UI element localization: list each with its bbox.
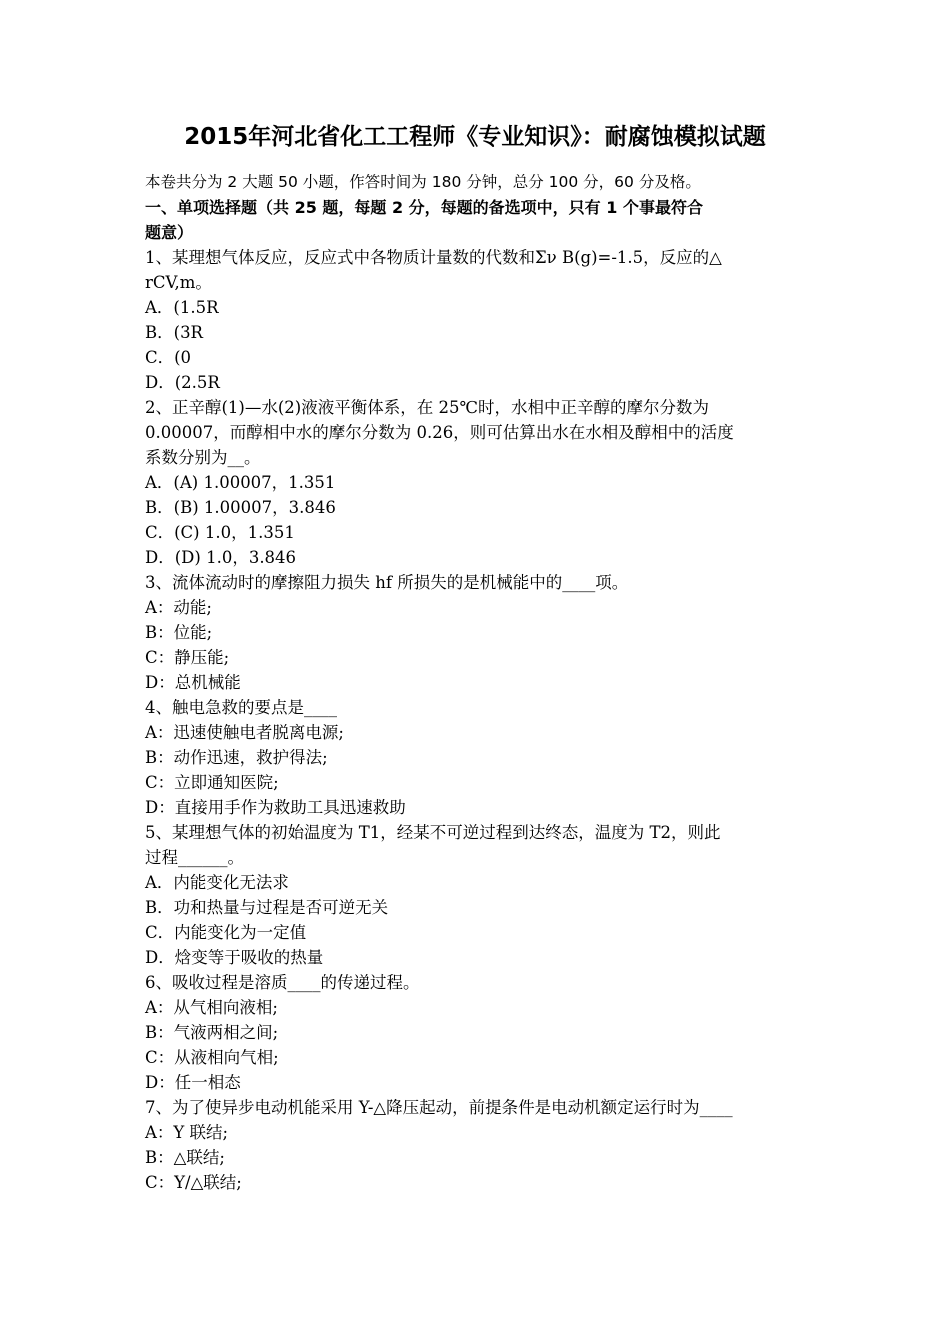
question-5-option-c: C．内能变化为一定值 [145, 923, 307, 942]
document-title: 2015年河北省化工工程师《专业知识》：耐腐蚀模拟试题 [184, 124, 766, 150]
question-6-option-b: B：气液两相之间; [145, 1023, 279, 1042]
section-heading: 一、单项选择题（共 25 题，每题 2 分，每题的备选项中，只有 1 个事最符合 [145, 198, 703, 217]
question-5-stem: 5、某理想气体的初始温度为 T1，经某不可逆过程到达终态，温度为 T2，则此 [145, 823, 721, 842]
question-5-stem-cont: 过程______。 [145, 848, 244, 867]
question-3-option-b: B：位能; [145, 623, 213, 642]
question-6-option-c: C：从液相向气相; [145, 1048, 279, 1067]
question-3-option-d: D：总机械能 [145, 673, 241, 692]
question-1-option-b: B．(3R [145, 323, 203, 342]
question-6-stem: 6、吸收过程是溶质____的传递过程。 [145, 973, 420, 992]
question-5-option-a: A．内能变化无法求 [145, 873, 289, 892]
question-2-option-b: B．(B) 1.00007，3.846 [145, 498, 336, 517]
question-2-stem-cont: 0.00007，而醇相中水的摩尔分数为 0.26，则可估算出水在水相及醇相中的活度 [145, 423, 734, 442]
exam-intro: 本卷共分为 2 大题 50 小题，作答时间为 180 分钟，总分 100 分，60 分及格。 [145, 173, 701, 191]
question-5-option-b: B．功和热量与过程是否可逆无关 [145, 898, 389, 917]
question-3-option-a: A：动能; [145, 598, 212, 617]
question-4-option-d: D：直接用手作为救助工具迅速救助 [145, 798, 406, 817]
question-4-option-b: B：动作迅速，救护得法; [145, 748, 328, 767]
question-6-option-a: A：从气相向液相; [145, 998, 278, 1017]
question-7-stem: 7、为了使异步电动机能采用 Y-△降压起动，前提条件是电动机额定运行时为____ [145, 1098, 733, 1117]
question-1-option-c: C．(0 [145, 348, 192, 367]
question-2-stem: 2、正辛醇(1)—水(2)液液平衡体系，在 25℃时，水相中正辛醇的摩尔分数为 [145, 398, 709, 417]
question-4-option-c: C：立即通知医院; [145, 773, 279, 792]
question-2-stem-cont: 系数分别为__。 [145, 448, 261, 467]
question-2-option-a: A．(A) 1.00007，1.351 [145, 473, 336, 492]
document-body [145, 170, 810, 1195]
question-2-option-d: D．(D) 1.0，3.846 [145, 548, 297, 567]
section-heading-cont: 题意） [145, 223, 194, 242]
question-7-option-c: C：Y/△联结; [145, 1173, 242, 1192]
question-1-stem-cont: rCV,m。 [145, 273, 212, 292]
question-5-option-d: D．焓变等于吸收的热量 [145, 948, 324, 967]
question-6-option-d: D：任一相态 [145, 1073, 241, 1092]
question-7-option-b: B：△联结; [145, 1148, 225, 1167]
question-4-stem: 4、触电急救的要点是____ [145, 698, 337, 717]
question-2-option-c: C．(C) 1.0，1.351 [145, 523, 295, 542]
question-1-option-d: D．(2.5R [145, 373, 220, 392]
question-4-option-a: A：迅速使触电者脱离电源; [145, 723, 344, 742]
question-1-stem: 1、某理想气体反应，反应式中各物质计量数的代数和Σν B(g)=-1.5，反应的△ [145, 248, 722, 267]
question-3-option-c: C：静压能; [145, 648, 230, 667]
question-1-option-a: A．(1.5R [145, 298, 219, 317]
question-7-option-a: A：Y 联结; [145, 1123, 229, 1142]
question-3-stem: 3、流体流动时的摩擦阻力损失 hf 所损失的是机械能中的____项。 [145, 573, 629, 592]
